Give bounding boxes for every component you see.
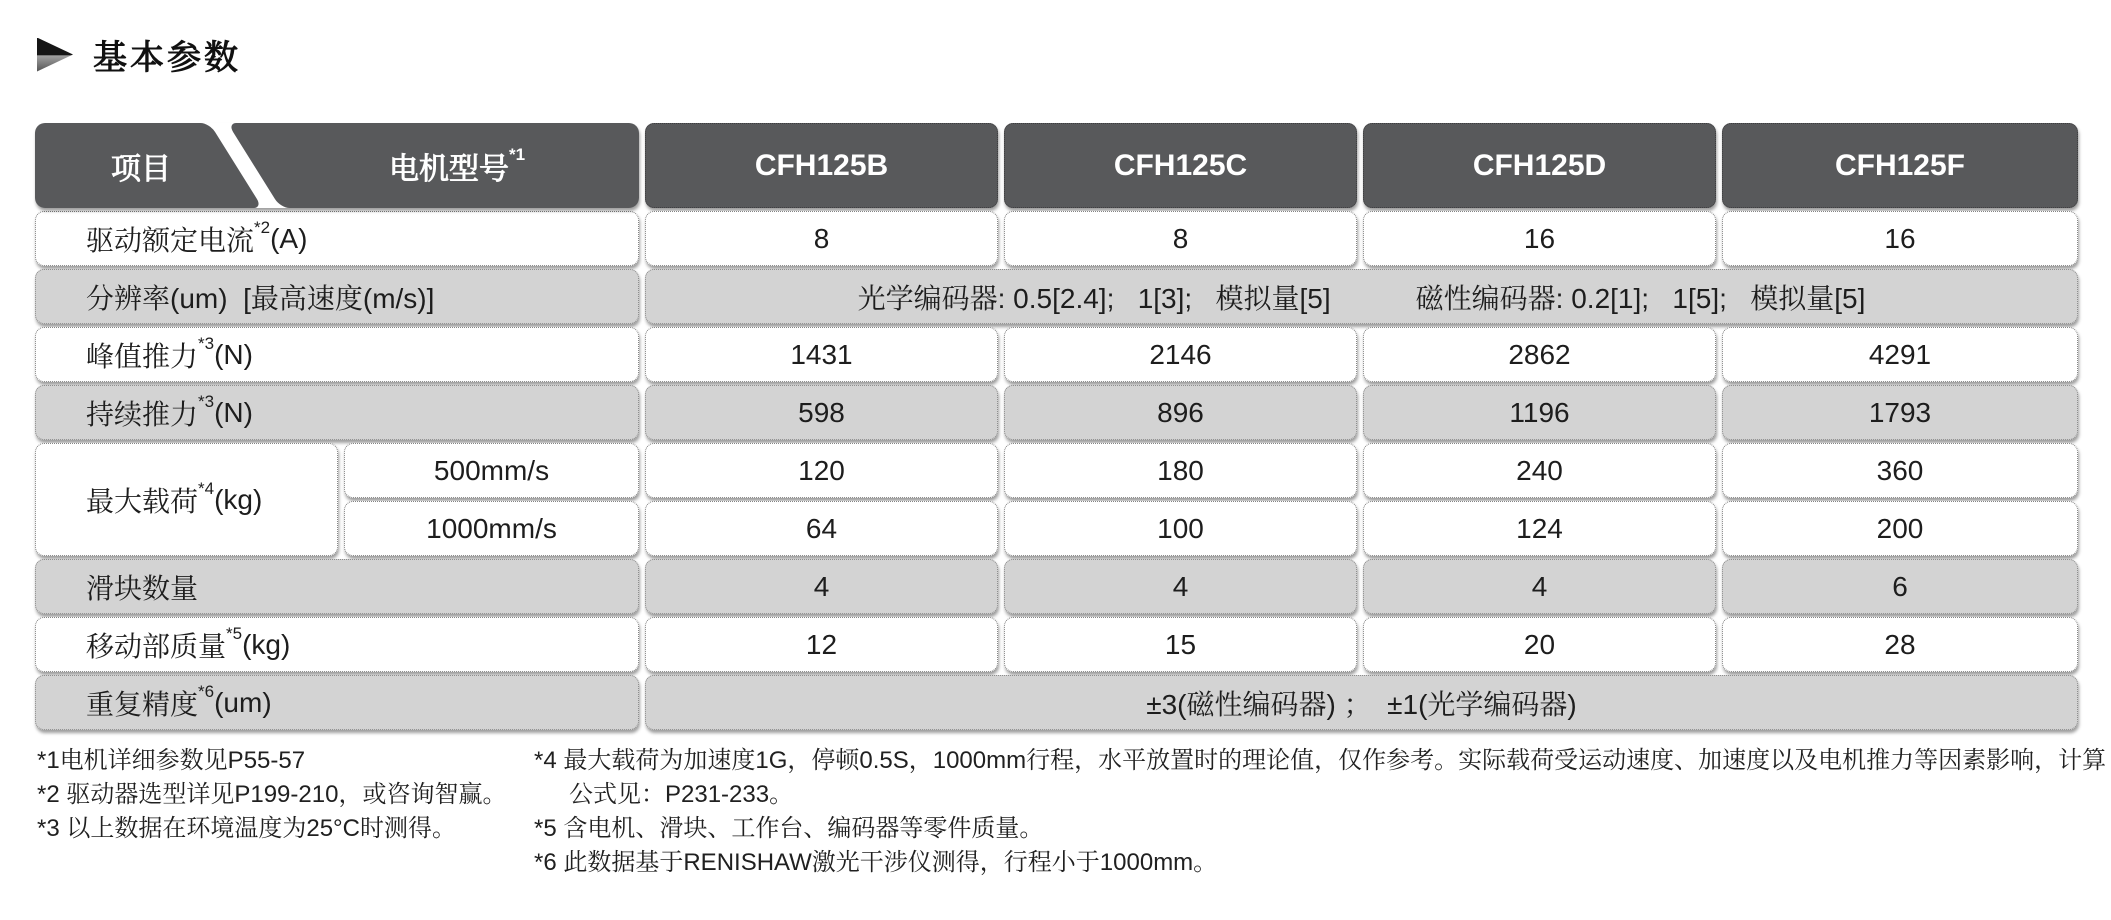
row-label-max-load	[35, 443, 338, 556]
cell-resolution-span	[645, 269, 2078, 324]
cell-peak-force-d: 2862	[1363, 327, 1716, 382]
cell-rated-current-c: 8	[1004, 211, 1357, 266]
label-unit: (N)	[214, 338, 253, 370]
label-unit: (kg)	[242, 628, 291, 660]
cell-slider-count-c: 4	[1004, 559, 1357, 614]
cell-moving-mass-b: 12	[645, 617, 998, 672]
label-text: 最大载荷	[86, 485, 199, 517]
label-unit: (A)	[270, 222, 308, 254]
row-label-cont-force	[35, 385, 639, 440]
header-cell-cfh125f: CFH125F	[1722, 123, 2078, 208]
cell-load500-b: 120	[645, 443, 998, 498]
row-label-slider-count	[35, 559, 639, 614]
cell-cont-force-c: 896	[1004, 385, 1357, 440]
section-title: 基本参数	[93, 39, 241, 77]
cell-load500-c: 180	[1004, 443, 1357, 498]
section-title-bar	[37, 30, 241, 79]
label-sup: *4	[198, 478, 215, 498]
cell-peak-force-f: 4291	[1722, 327, 2078, 382]
cell-repeatability-span: ±3(磁性编码器) ； ±1(光学编码器)	[645, 675, 2078, 730]
cell-load1000-c: 100	[1004, 501, 1357, 556]
row-label-peak-force	[35, 327, 639, 382]
cell-cont-force-d: 1196	[1363, 385, 1716, 440]
cell-load1000-b: 64	[645, 501, 998, 556]
cell-peak-force-c: 2146	[1004, 327, 1357, 382]
resolution-magnetic: 磁性编码器: 0.2[1]; 1[5]; 模拟量[5]	[1415, 282, 1866, 314]
subrow-label-500mms: 500mm/s	[344, 443, 639, 498]
label-unit: (um)	[214, 686, 272, 718]
cell-load500-d: 240	[1363, 443, 1716, 498]
label-sup: *6	[198, 681, 215, 701]
header-cell-cfh125c: CFH125C	[1004, 123, 1357, 208]
footnote-4-line1: *4 最大载荷为加速度1G，停顿0.5S，1000mm行程，水平放置时的理论值，仅作参考。实际载荷受运动速度、加速度以及电机推力等因素影响，计算	[534, 747, 2107, 774]
label-sup: *5	[226, 623, 243, 643]
corner-model-label	[275, 123, 639, 208]
label-text: 峰值推力	[86, 340, 199, 372]
cell-slider-count-d: 4	[1363, 559, 1716, 614]
cell-peak-force-b: 1431	[645, 327, 998, 382]
footnote-5: *5 含电机、滑块、工作台、编码器等零件质量。	[534, 815, 1044, 842]
label-sup: *3	[198, 333, 215, 353]
cell-rated-current-f: 16	[1722, 211, 2078, 266]
footnote-2: *2 驱动器选型详见P199-210，或咨询智赢。	[37, 781, 507, 808]
footnotes-left-column	[37, 744, 534, 880]
row-label-moving-mass	[35, 617, 639, 672]
cell-load1000-d: 124	[1363, 501, 1716, 556]
corner-model-text: 电机型号	[388, 152, 509, 186]
label-unit: (kg)	[214, 483, 263, 515]
subrow-label-1000mms: 1000mm/s	[344, 501, 639, 556]
cell-rated-current-b: 8	[645, 211, 998, 266]
row-label-resolution	[35, 269, 639, 324]
label-sup: *3	[198, 391, 215, 411]
cell-load1000-f: 200	[1722, 501, 2078, 556]
label-unit: (N)	[214, 396, 253, 428]
label-text: 重复精度	[86, 688, 199, 720]
label-text: 移动部质量	[86, 630, 227, 662]
cell-load500-f: 360	[1722, 443, 2078, 498]
cell-moving-mass-d: 20	[1363, 617, 1716, 672]
footnote-1: *1电机详细参数见P55-57	[37, 747, 306, 774]
cell-moving-mass-f: 28	[1722, 617, 2078, 672]
footnotes	[37, 744, 2106, 880]
footnotes-right-column	[534, 744, 2106, 880]
footnote-6: *6 此数据基于RENISHAW激光干涉仪测得，行程小于1000mm。	[534, 849, 1218, 876]
corner-item-label: 项目	[111, 152, 171, 186]
label-text: 持续推力	[86, 398, 199, 430]
row-label-repeatability	[35, 675, 639, 730]
cell-cont-force-b: 598	[645, 385, 998, 440]
footnote-4-line2: 公式见：P231-233。	[569, 781, 794, 808]
label-text: 滑块数量	[86, 572, 199, 604]
corner-header-cell	[35, 123, 639, 208]
label-text: 驱动额定电流	[86, 224, 255, 256]
cell-slider-count-b: 4	[645, 559, 998, 614]
cell-cont-force-f: 1793	[1722, 385, 2078, 440]
footnote-3: *3 以上数据在环境温度为25°C时测得。	[37, 815, 456, 842]
label-text: 分辨率(um) [最高速度(m/s)]	[86, 282, 435, 314]
label-sup: *2	[254, 217, 271, 237]
cell-moving-mass-c: 15	[1004, 617, 1357, 672]
header-cell-cfh125d: CFH125D	[1363, 123, 1716, 208]
header-cell-cfh125b: CFH125B	[645, 123, 998, 208]
cell-slider-count-f: 6	[1722, 559, 2078, 614]
cell-rated-current-d: 16	[1363, 211, 1716, 266]
corner-model-sup: *1	[508, 144, 526, 164]
basic-parameters-table	[35, 123, 2078, 730]
arrow-right-icon	[37, 38, 73, 72]
row-label-rated-current	[35, 211, 639, 266]
resolution-optical: 光学编码器: 0.5[2.4]; 1[3]; 模拟量[5]	[857, 282, 1331, 314]
